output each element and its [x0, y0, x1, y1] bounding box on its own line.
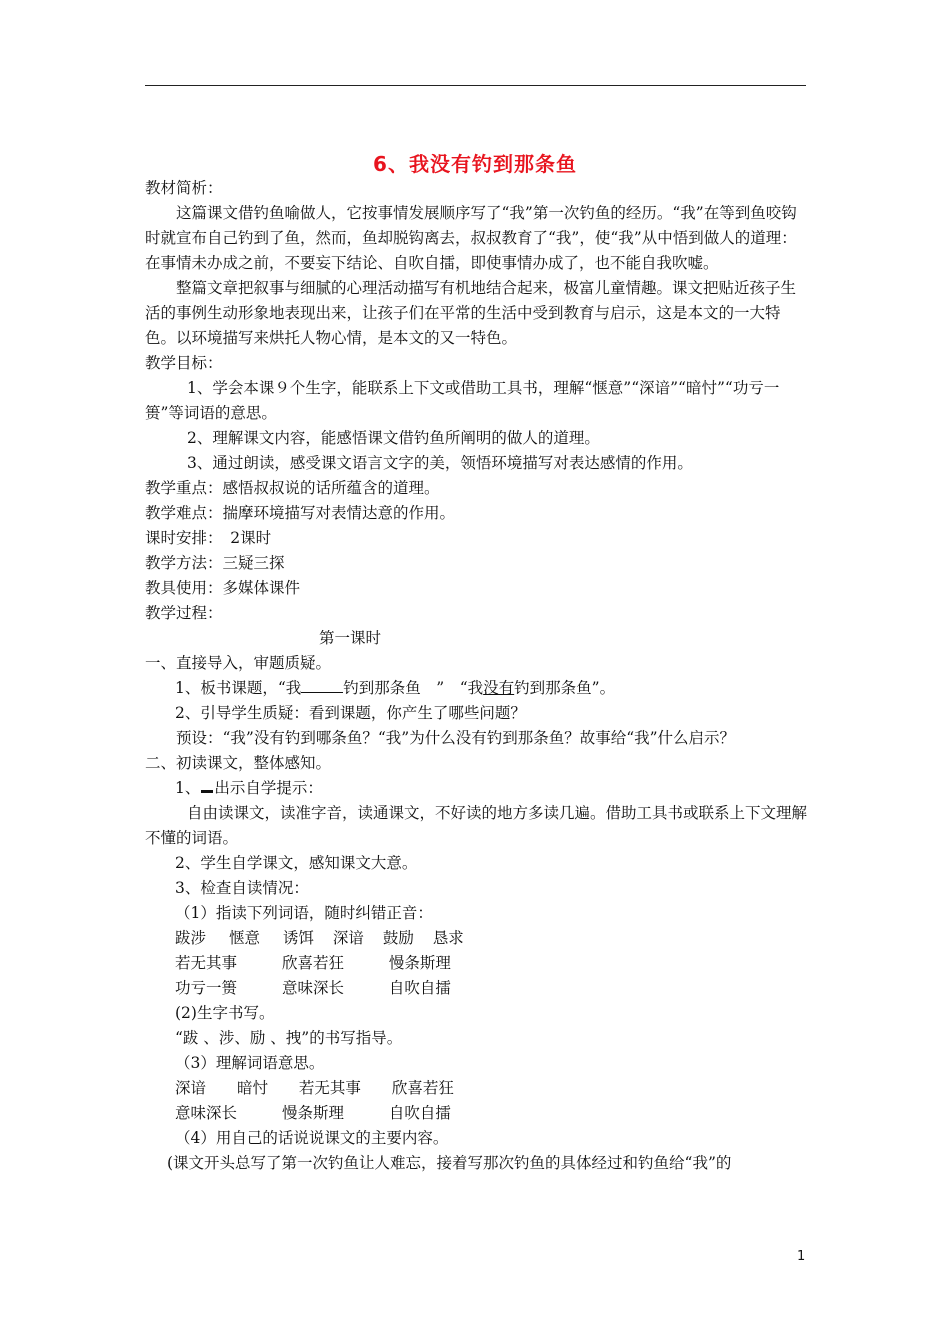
teaching-tools: 教具使用：多媒体课件 [145, 579, 301, 597]
step-2-3-1: （1）指读下列词语，随时纠错正音： [175, 904, 433, 922]
word-list-4 [145, 1076, 810, 1101]
summary-text: (课文开头总写了第一次钓鱼让人难忘，接着写那次钓鱼的具体经过和钓鱼给“我”的 [167, 1154, 732, 1172]
class-schedule: 课时安排： 2课时 [145, 529, 272, 547]
word: 鼓励 [382, 929, 414, 947]
word: 功亏一篑 [175, 979, 238, 997]
header-rule [145, 85, 806, 86]
goal-2: 2、理解课文内容，能感悟课文借钓鱼所阐明的做人的道理。 [187, 429, 600, 447]
goals-heading: 教学目标： [145, 354, 223, 372]
word: 惬意 [228, 929, 260, 947]
preset-questions: 预设：“我”没有钓到哪条鱼？“我”为什么没有钓到那条鱼？故事给“我”什么启示？ [176, 729, 736, 747]
teaching-key-point: 教学重点：感悟叔叔说的话所蕴含的道理。 [145, 479, 440, 497]
word: 若无其事 [298, 1079, 361, 1097]
word: 暗忖 [236, 1079, 268, 1097]
underlined-word: 没有 [483, 679, 515, 697]
page-number: 1 [797, 1249, 806, 1264]
word-list-5 [145, 1101, 810, 1126]
analysis-heading: 教材简析： [145, 179, 223, 197]
word: 意味深长 [281, 979, 344, 997]
step-2-3-2: (2)生字书写。 [175, 1004, 275, 1022]
word: 自吹自擂 [388, 979, 451, 997]
self-study-prompt: 自由读课文，读准字音，读通课文，不好读的地方多读几遍。借助工具书或联系上下文理解不懂的词语。 [145, 804, 808, 847]
step-2-3-3: （3）理解词语意思。 [175, 1054, 325, 1072]
word: 深谙 [332, 929, 364, 947]
bullet-mark-icon [201, 784, 213, 793]
analysis-paragraph-2: 整篇文章把叙事与细腻的心理活动描写有机地结合起来，极富儿童情趣。课文把贴近孩子生活的事例生动形象地表现出来，让孩子们在平常的生活中受到教育与启示，这是本文的一大特色。以环境描写来烘托人物心情，是本文的又一特色。 [145, 279, 797, 347]
step-1-1-text-d: 钓到那条鱼”。 [514, 679, 616, 697]
word-list-1 [145, 926, 810, 951]
step-1-1-text-b: 钓到那条鱼 ” “我 [343, 679, 484, 697]
section-2-heading: 二、初读课文，整体感知。 [145, 754, 332, 772]
lesson-1-heading: 第一课时 [319, 629, 382, 647]
teaching-difficulty: 教学难点：揣摩环境描写对表情达意的作用。 [145, 504, 456, 522]
step-2-3: 3、检查自读情况： [175, 879, 309, 897]
step-2-1 [145, 776, 810, 801]
word-list-2 [145, 951, 810, 976]
word: 若无其事 [175, 954, 238, 972]
analysis-paragraph-1: 这篇课文借钓鱼喻做人，它按事情发展顺序写了“我”第一次钓鱼的经历。“我”在等到鱼咬钩时就宣布自己钓到了鱼，然而，鱼却脱钩离去，叔叔教育了“我”，使“我”从中悟到做人的道理：在事情未办成之前，不要妄下结论、自吹自擂，即使事情办成了，也不能自我吹嘘。 [145, 204, 797, 272]
step-1-2: 2、引导学生质疑：看到课题，你产生了哪些问题？ [175, 704, 526, 722]
word: 慢条斯理 [281, 1104, 344, 1122]
blank-line [301, 678, 343, 693]
step-2-3-4: （4）用自己的话说说课文的主要内容。 [175, 1129, 449, 1147]
teaching-process-heading: 教学过程： [145, 604, 223, 622]
word: 欣喜若狂 [391, 1079, 454, 1097]
step-1-1 [145, 676, 810, 701]
step-2-1-label: 出示自学提示： [214, 779, 323, 797]
step-1-1-text-a: 1、板书课题，“我 [175, 679, 302, 697]
step-2-2: 2、学生自学课文，感知课文大意。 [175, 854, 418, 872]
word: 诱饵 [282, 929, 314, 947]
word: 跋涉 [175, 929, 207, 947]
section-1-heading: 一、直接导入，审题质疑。 [145, 654, 332, 672]
word: 意味深长 [175, 1104, 238, 1122]
page-title: 6、我没有钓到那条鱼 [373, 152, 577, 176]
word: 恳求 [432, 929, 464, 947]
word: 欣喜若狂 [281, 954, 344, 972]
teaching-method: 教学方法：三疑三探 [145, 554, 285, 572]
word: 自吹自擂 [388, 1104, 451, 1122]
word-list-3 [145, 976, 810, 1001]
goal-1: 1、学会本课９个生字，能联系上下文或借助工具书，理解“惬意”“深谙”“暗忖”“功亏一篑”等词语的意思。 [145, 379, 780, 422]
goal-3: 3、通过朗读，感受课文语言文字的美，领悟环境描写对表达感情的作用。 [187, 454, 693, 472]
step-2-1-number: 1、 [175, 779, 201, 797]
document-body [145, 176, 810, 1176]
word: 深谙 [175, 1079, 207, 1097]
word: 慢条斯理 [388, 954, 451, 972]
writing-guidance: “跋 、涉、励 、拽”的书写指导。 [175, 1029, 403, 1047]
